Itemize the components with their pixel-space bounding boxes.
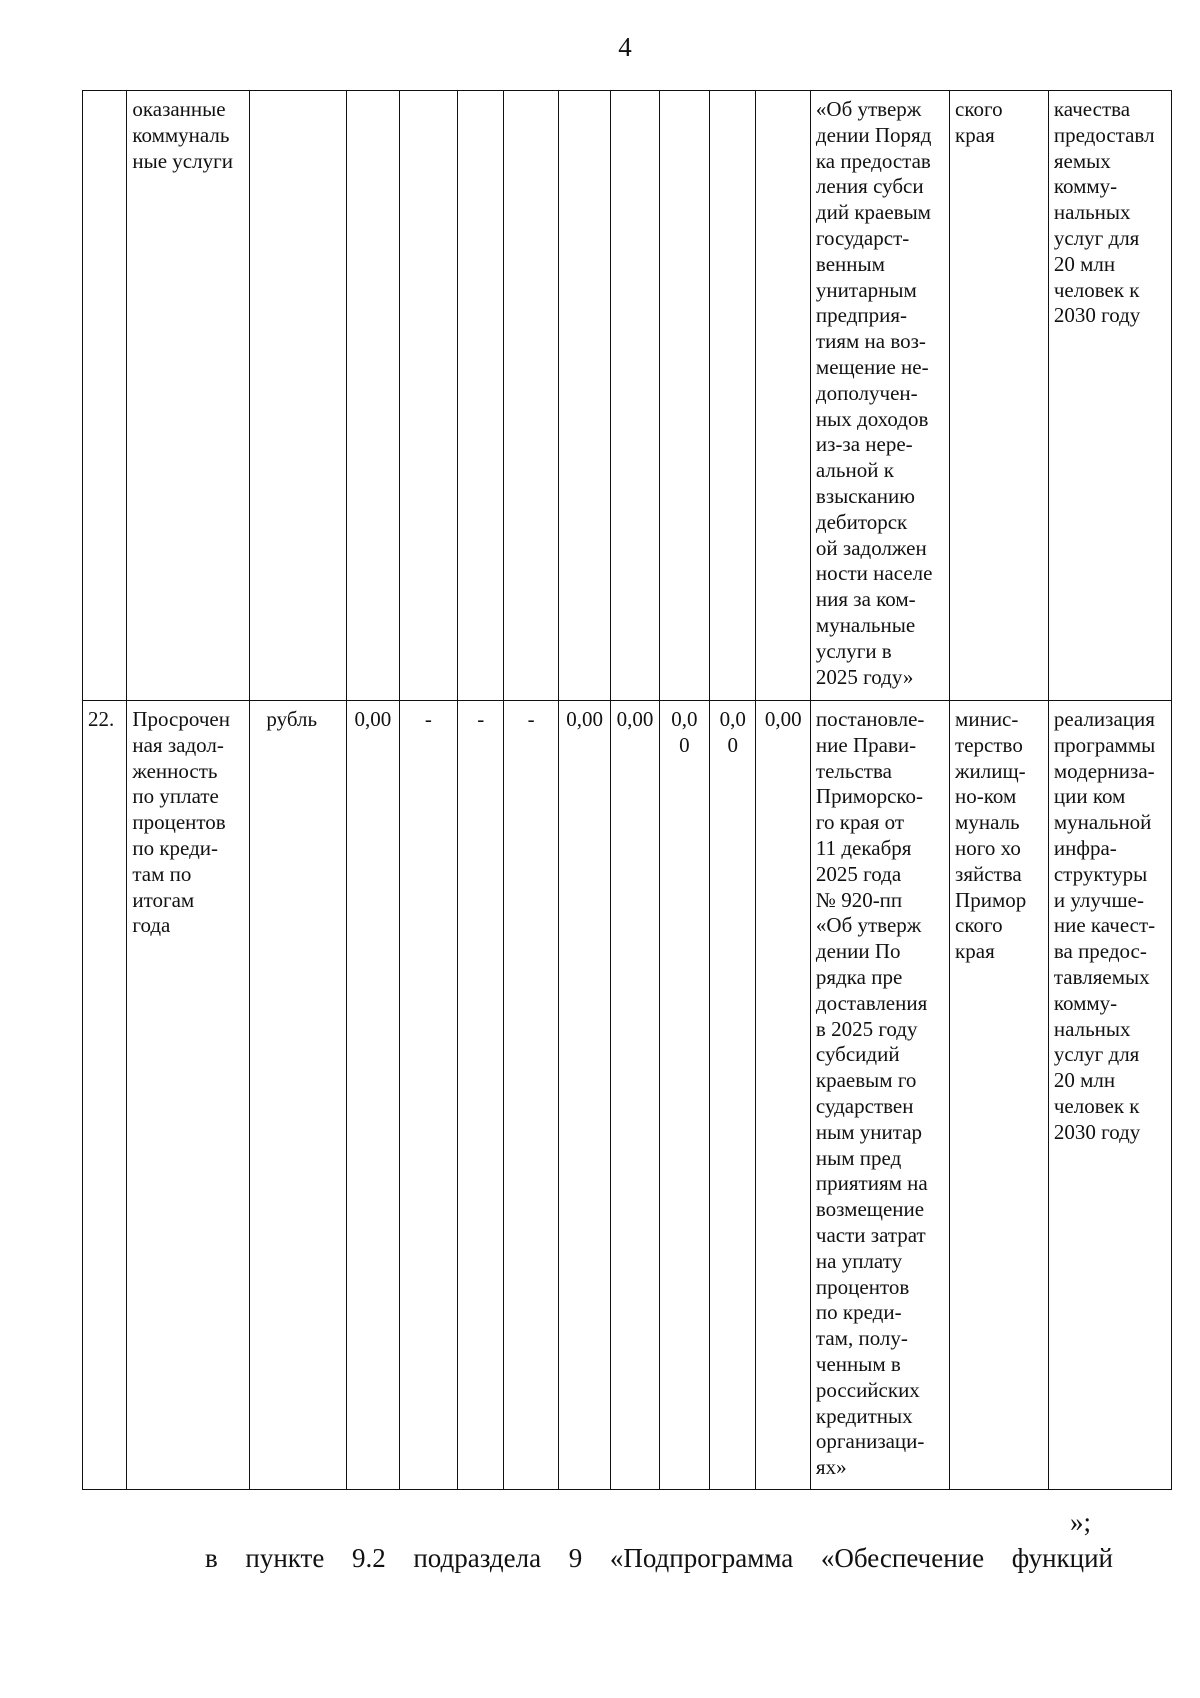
cell-value	[710, 91, 756, 701]
cell-number	[83, 91, 127, 701]
text-word: функций	[1011, 1543, 1113, 1573]
cell-value	[458, 91, 504, 701]
table-row	[83, 91, 1172, 701]
body-text-line	[205, 1543, 1113, 1574]
cell-value	[756, 91, 810, 701]
cell-value: 0,00	[347, 701, 399, 1490]
cell-value	[399, 91, 457, 701]
text-word: подраздела	[413, 1543, 542, 1573]
cell-unit	[250, 91, 347, 701]
cell-value	[347, 91, 399, 701]
cell-legal-basis: постановле- ние Прави- тельства Приморско- го края от 11 декабря 2025 года № 920-пп «Об утверж дении По рядка пре доставления в 2025 году субсидий краевым го сударствен ным унитар ным пред приятиям на возмещение части затрат на уплату процентов по креди- там, полу- ченным в российских кредитных организаци- ях»	[810, 701, 949, 1490]
cell-indicator-name: Просрочен ная задол- женность по уплате процентов по креди- там по итогам года	[127, 701, 250, 1490]
cell-legal-basis: «Об утверж дении Поряд ка предостав ления субси дий краевым государст- венным унитарным предприя- тиям на воз- мещение не- дополучен- ных доходов из-за нере- альной к взысканию дебиторск ой задолжен ности населе ния за ком- мунальные услуги в 2025 году»	[810, 91, 949, 701]
cell-value: 0,00	[756, 701, 810, 1490]
cell-value: 0,0 0	[710, 701, 756, 1490]
text-word: в	[205, 1543, 218, 1573]
cell-value	[611, 91, 659, 701]
cell-responsible: минис- терство жилищ- но-ком муналь ного хо зяйства Примор ского края	[950, 701, 1049, 1490]
table-row	[83, 701, 1172, 1490]
text-word: «Подпрограмма	[609, 1543, 794, 1573]
cell-value: 0,0 0	[659, 701, 709, 1490]
cell-goal: качества предоставл яемых комму- нальных услуг для 20 млн человек к 2030 году	[1048, 91, 1171, 701]
indicators-table	[82, 90, 1172, 1490]
cell-value: -	[504, 701, 558, 1490]
cell-value: 0,00	[611, 701, 659, 1490]
cell-value: 0,00	[558, 701, 610, 1490]
cell-value	[504, 91, 558, 701]
cell-value: -	[399, 701, 457, 1490]
cell-value	[558, 91, 610, 701]
cell-unit: рубль	[250, 701, 347, 1490]
closing-quote: »;	[1070, 1507, 1092, 1537]
cell-number: 22.	[83, 701, 127, 1490]
cell-goal: реализация программы модерниза- ции ком мунальной инфра- структуры и улучше- ние качест- ва предос- тавляемых комму- нальных услуг для 20 млн человек к 2030 году	[1048, 701, 1171, 1490]
text-word: «Обеспечение	[820, 1543, 985, 1573]
text-word: 9.2	[351, 1543, 386, 1573]
cell-value: -	[458, 701, 504, 1490]
text-word: пункте	[245, 1543, 325, 1573]
cell-responsible: ского края	[950, 91, 1049, 701]
cell-value	[659, 91, 709, 701]
page-number: 4	[618, 32, 632, 62]
text-word: 9	[568, 1543, 583, 1573]
cell-indicator-name: оказанные коммуналь ные услуги	[127, 91, 250, 701]
